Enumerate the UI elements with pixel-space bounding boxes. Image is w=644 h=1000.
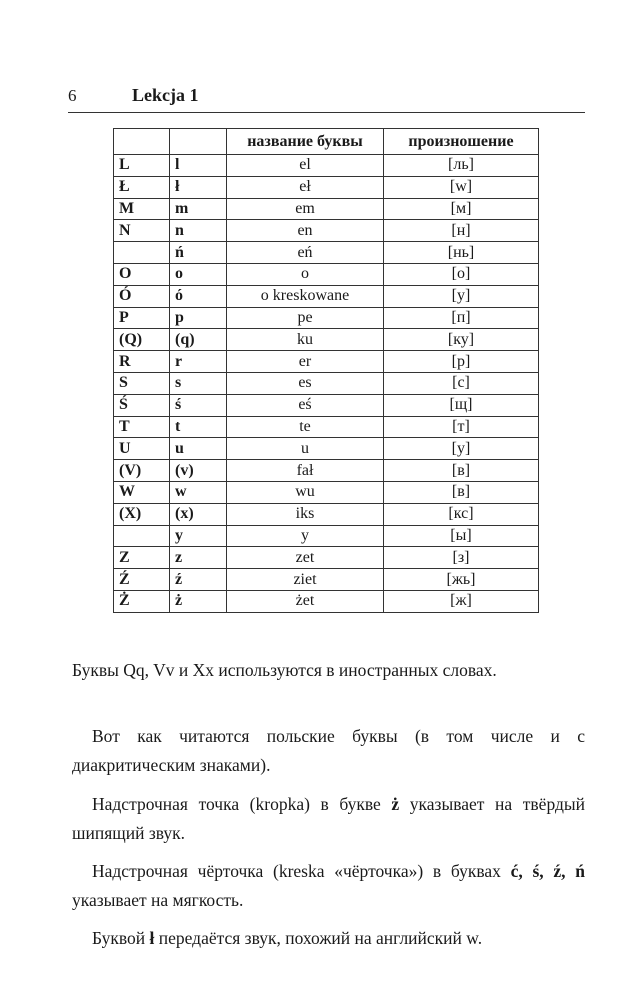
alphabet-table (113, 128, 539, 613)
table-row (114, 372, 539, 394)
letter-name-cell: ku (227, 329, 384, 351)
table-row (114, 481, 539, 503)
letter-name-cell: er (227, 351, 384, 373)
letter-name-cell: eś (227, 394, 384, 416)
text: Надстрочная точка (kropka) в букве (92, 794, 392, 814)
letter-name-cell: es (227, 372, 384, 394)
letter-name-cell: o kreskowane (227, 285, 384, 307)
lowercase-cell: r (170, 351, 227, 373)
uppercase-cell: W (114, 481, 170, 503)
table-row (114, 176, 539, 198)
text: указывает на мягкость. (72, 890, 244, 910)
table-row (114, 569, 539, 591)
uppercase-cell: Ś (114, 394, 170, 416)
pronunciation-cell: [у] (384, 438, 539, 460)
lowercase-cell: ż (170, 590, 227, 612)
uppercase-cell (114, 242, 170, 264)
pronunciation-cell: [ж] (384, 590, 539, 612)
letter-name-cell: żet (227, 590, 384, 612)
paragraph-kropka (72, 790, 585, 848)
text: Буквой (92, 928, 150, 948)
uppercase-cell: Z (114, 547, 170, 569)
pronunciation-cell: [щ] (384, 394, 539, 416)
pronunciation-cell: [у] (384, 285, 539, 307)
uppercase-cell: T (114, 416, 170, 438)
lowercase-cell: ś (170, 394, 227, 416)
bold-letter: ż (391, 794, 400, 814)
lowercase-cell: w (170, 481, 227, 503)
letter-name-cell: en (227, 220, 384, 242)
letter-name-cell: eł (227, 176, 384, 198)
header-letter-name: название буквы (227, 129, 384, 155)
pronunciation-cell: [жь] (384, 569, 539, 591)
letter-name-cell: fał (227, 460, 384, 482)
lowercase-cell: ł (170, 176, 227, 198)
lowercase-cell: ń (170, 242, 227, 264)
pronunciation-cell: [о] (384, 263, 539, 285)
table-row (114, 220, 539, 242)
table-row (114, 503, 539, 525)
pronunciation-cell: [кс] (384, 503, 539, 525)
lowercase-cell: y (170, 525, 227, 547)
lowercase-cell: o (170, 263, 227, 285)
uppercase-cell: R (114, 351, 170, 373)
lowercase-cell: z (170, 547, 227, 569)
uppercase-cell: N (114, 220, 170, 242)
uppercase-cell: Ź (114, 569, 170, 591)
pronunciation-cell: [п] (384, 307, 539, 329)
lowercase-cell: u (170, 438, 227, 460)
bold-letter: ł (149, 928, 155, 948)
lowercase-cell: (x) (170, 503, 227, 525)
uppercase-cell: U (114, 438, 170, 460)
letter-name-cell: o (227, 263, 384, 285)
table-row (114, 198, 539, 220)
pronunciation-cell: [ль] (384, 155, 539, 177)
letter-name-cell: eń (227, 242, 384, 264)
table-header-row (114, 129, 539, 155)
table-row (114, 525, 539, 547)
uppercase-cell: M (114, 198, 170, 220)
pronunciation-cell: [нь] (384, 242, 539, 264)
header-uppercase (114, 129, 170, 155)
letter-name-cell: u (227, 438, 384, 460)
pronunciation-cell: [w] (384, 176, 539, 198)
lowercase-cell: ó (170, 285, 227, 307)
lowercase-cell: n (170, 220, 227, 242)
running-header (68, 84, 585, 113)
text: передаётся звук, похожий на английский w. (154, 928, 483, 948)
uppercase-cell: O (114, 263, 170, 285)
letter-name-cell: iks (227, 503, 384, 525)
table-row (114, 416, 539, 438)
uppercase-cell: Ó (114, 285, 170, 307)
header-lowercase (170, 129, 227, 155)
uppercase-cell: Ł (114, 176, 170, 198)
pronunciation-cell: [р] (384, 351, 539, 373)
uppercase-cell: L (114, 155, 170, 177)
table-row (114, 351, 539, 373)
chapter-title: Lekcja 1 (132, 85, 199, 105)
table-row (114, 547, 539, 569)
letter-name-cell: el (227, 155, 384, 177)
pronunciation-cell: [с] (384, 372, 539, 394)
lowercase-cell: ź (170, 569, 227, 591)
paragraph-kreska (72, 857, 585, 915)
pronunciation-cell: [в] (384, 481, 539, 503)
pronunciation-cell: [ы] (384, 525, 539, 547)
pronunciation-cell: [м] (384, 198, 539, 220)
bold-letters: ć, ś, ź, ń (510, 861, 585, 881)
uppercase-cell: (X) (114, 503, 170, 525)
letter-name-cell: y (227, 525, 384, 547)
table-row (114, 394, 539, 416)
uppercase-cell (114, 525, 170, 547)
letter-name-cell: ziet (227, 569, 384, 591)
uppercase-cell: S (114, 372, 170, 394)
uppercase-cell: Ż (114, 590, 170, 612)
text: указывает на твёрдый шипящий звук. (72, 794, 585, 843)
letter-name-cell: wu (227, 481, 384, 503)
pronunciation-cell: [т] (384, 416, 539, 438)
paragraph-intro: Вот как читаются польские буквы (в том числе и с диакритическим знаками). (72, 726, 585, 775)
letter-name-cell: em (227, 198, 384, 220)
pronunciation-cell: [в] (384, 460, 539, 482)
lowercase-cell: m (170, 198, 227, 220)
lowercase-cell: t (170, 416, 227, 438)
text: Надстрочная чёрточка (kreska «чёрточка») в буквах (92, 861, 511, 881)
table-row (114, 263, 539, 285)
header-pronunciation: произношение (384, 129, 539, 155)
pronunciation-cell: [з] (384, 547, 539, 569)
table-row (114, 460, 539, 482)
lowercase-cell: p (170, 307, 227, 329)
lowercase-cell: s (170, 372, 227, 394)
paragraph-l-stroke (72, 924, 585, 953)
paragraph-foreign-letters: Буквы Qq, Vv и Xx используются в иностранных словах. (72, 660, 497, 680)
letter-name-cell: te (227, 416, 384, 438)
uppercase-cell: (V) (114, 460, 170, 482)
lowercase-cell: l (170, 155, 227, 177)
letter-name-cell: pe (227, 307, 384, 329)
table-row (114, 285, 539, 307)
uppercase-cell: P (114, 307, 170, 329)
table-row (114, 242, 539, 264)
table-row (114, 329, 539, 351)
letter-name-cell: zet (227, 547, 384, 569)
uppercase-cell: (Q) (114, 329, 170, 351)
pronunciation-cell: [ку] (384, 329, 539, 351)
pronunciation-cell: [н] (384, 220, 539, 242)
table-row (114, 438, 539, 460)
lowercase-cell: (q) (170, 329, 227, 351)
lowercase-cell: (v) (170, 460, 227, 482)
table-row (114, 590, 539, 612)
table-row (114, 155, 539, 177)
page-number: 6 (68, 86, 77, 105)
table-row (114, 307, 539, 329)
